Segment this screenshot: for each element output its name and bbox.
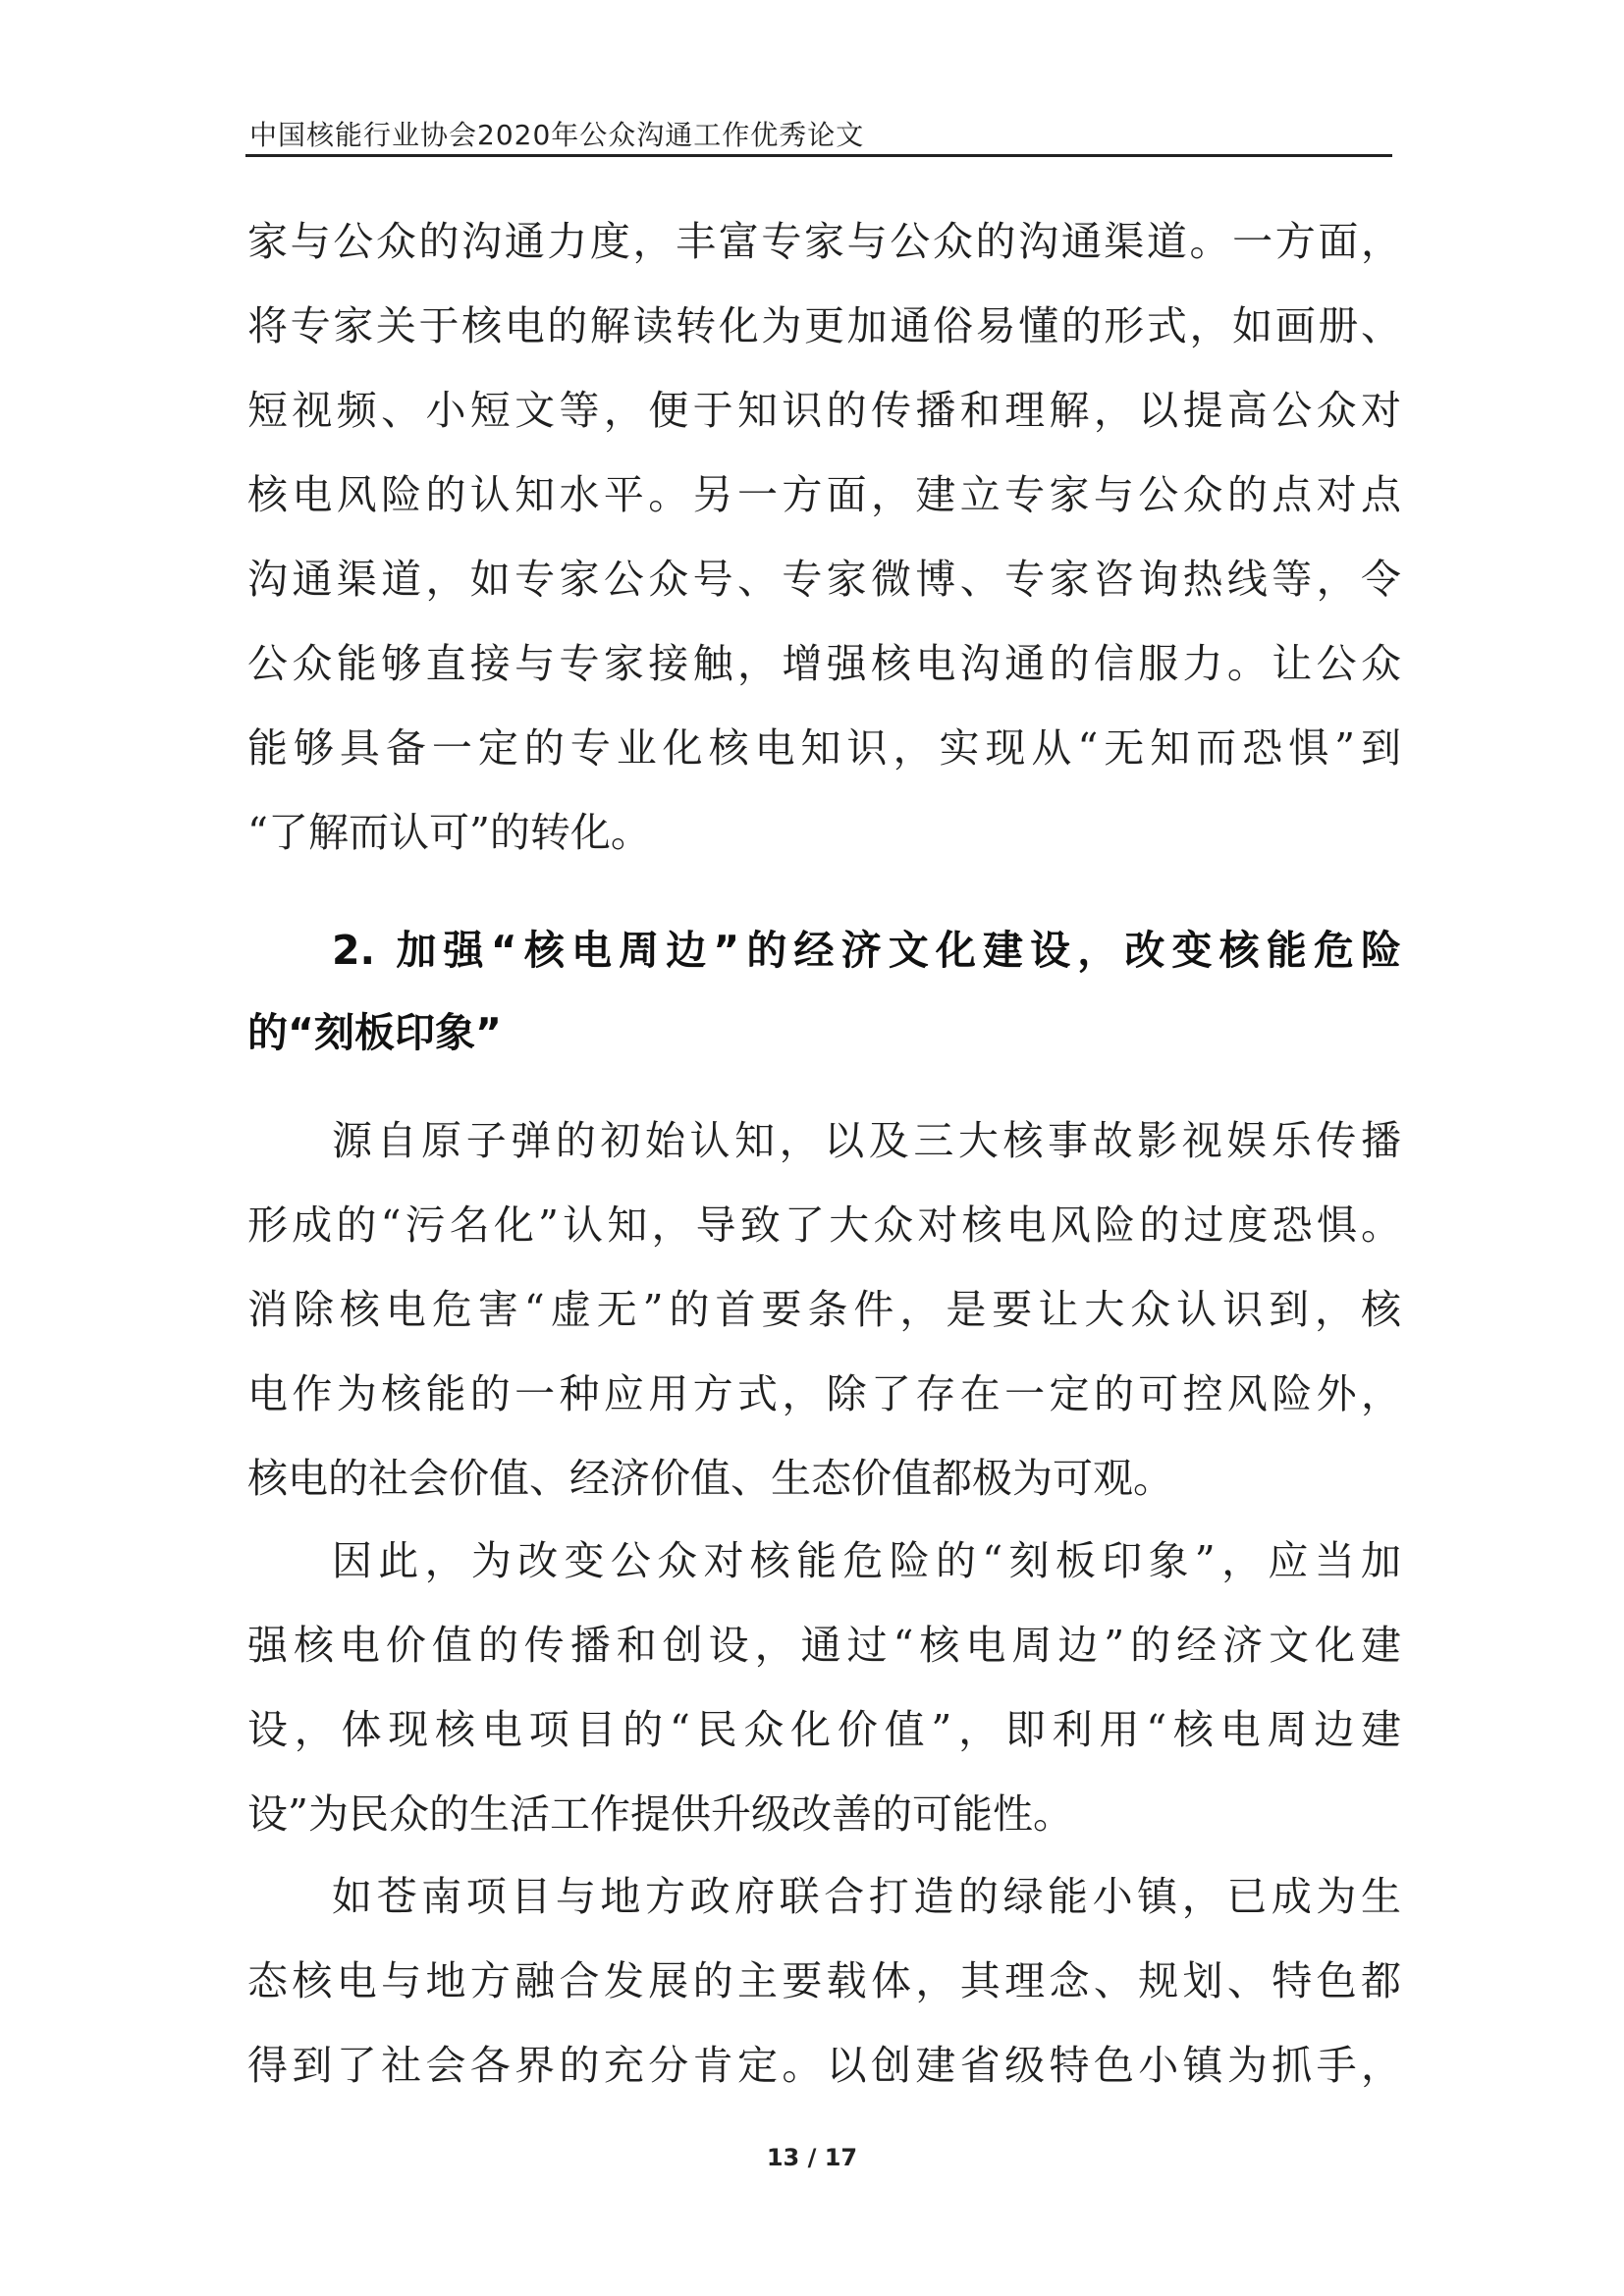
paragraph-line: 公众能够直接与专家接触，增强核电沟通的信服力。让公众: [247, 640, 1401, 687]
section-heading: 的“刻板印象”: [247, 1009, 502, 1056]
paragraph-line: 源自原子弹的初始认知，以及三大核事故影视娱乐传播: [332, 1117, 1401, 1164]
page-number: 13 / 17: [766, 2144, 858, 2171]
paragraph-line: 形成的“污名化”认知，导致了大众对核电风险的过度恐惧。: [247, 1201, 1401, 1249]
paragraph-line: 得到了社会各界的充分肯定。以创建省级特色小镇为抓手，: [247, 2042, 1401, 2089]
paragraph-line: 短视频、小短文等，便于知识的传播和理解，以提高公众对: [247, 387, 1401, 434]
paragraph-line: 将专家关于核电的解读转化为更加通俗易懂的形式，如画册、: [247, 302, 1401, 349]
paragraph-line: 核电的社会价值、经济价值、生态价值都极为可观。: [247, 1455, 1173, 1502]
header-title: 中国核能行业协会2020年公众沟通工作优秀论文: [249, 119, 865, 151]
paragraph-line: 强核电价值的传播和创设，通过“核电周边”的经济文化建: [247, 1622, 1401, 1669]
paragraph-line: 电作为核能的一种应用方式，除了存在一定的可控风险外，: [247, 1370, 1401, 1417]
paragraph-line: 设，体现核电项目的“民众化价值”，即利用“核电周边建: [247, 1706, 1401, 1753]
paragraph-line: 设”为民众的生活工作提供升级改善的可能性。: [247, 1790, 1073, 1838]
paragraph-line: “了解而认可”的转化。: [247, 809, 651, 856]
paragraph-line: 如苍南项目与地方政府联合打造的绿能小镇，已成为生: [332, 1873, 1401, 1920]
page-header: [245, 110, 1392, 157]
paragraph-line: 家与公众的沟通力度，丰富专家与公众的沟通渠道。一方面，: [247, 218, 1401, 265]
paragraph-line: 能够具备一定的专业化核电知识，实现从“无知而恐惧”到: [247, 724, 1401, 772]
paragraph-line: 因此，为改变公众对核能危险的“刻板印象”，应当加: [332, 1537, 1401, 1584]
paragraph-line: 沟通渠道，如专家公众号、专家微博、专家咨询热线等，令: [247, 556, 1401, 603]
paragraph-line: 态核电与地方融合发展的主要载体，其理念、规划、特色都: [247, 1957, 1401, 2004]
paragraph-line: 消除核电危害“虚无”的首要条件，是要让大众认识到，核: [247, 1286, 1401, 1333]
paragraph-line: 核电风险的认知水平。另一方面，建立专家与公众的点对点: [247, 471, 1401, 518]
section-heading: 2. 加强“核电周边”的经济文化建设，改变核能危险: [332, 927, 1401, 974]
